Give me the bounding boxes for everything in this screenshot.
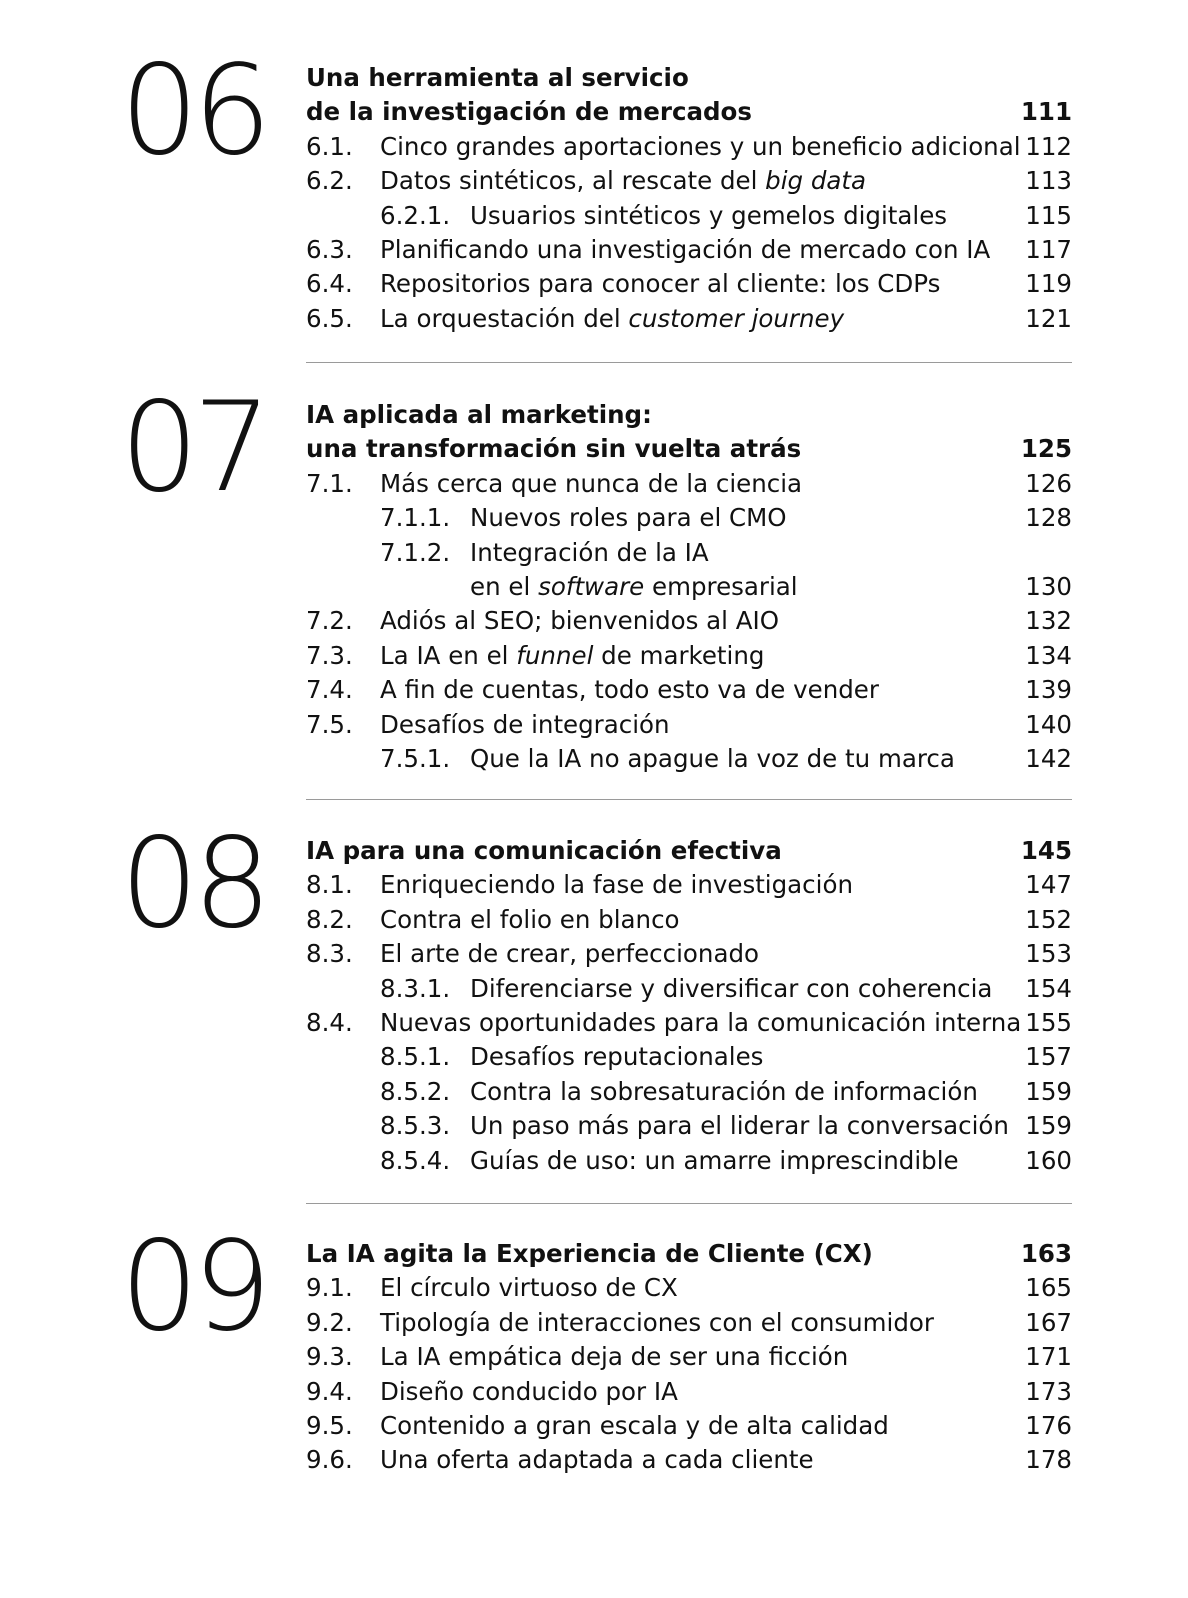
entry-title	[470, 570, 798, 604]
entry-page: 130	[1025, 571, 1072, 601]
entry-title-text: Adiós al SEO; bienvenidos al AIO	[380, 606, 780, 636]
entry-title-text: A fin de cuentas, todo esto va de vender	[380, 675, 879, 705]
entry-number: 8.5.3.	[380, 1111, 451, 1141]
entry-number: 8.4.	[306, 1007, 353, 1037]
entry-number: 7.1.1.	[380, 503, 451, 533]
entry-title-text: Un paso más para el liderar la conversación	[470, 1111, 1009, 1141]
entry-title-text: Más cerca que nunca de la ciencia	[380, 468, 803, 498]
entry-number: 6.2.1.	[380, 200, 451, 230]
entry-number: 8.3.	[306, 939, 353, 969]
toc-entry	[306, 708, 1072, 742]
toc-entry	[306, 903, 1072, 937]
entry-title-text: El círculo virtuoso de CX	[380, 1273, 678, 1303]
entry-page: 154	[1025, 973, 1072, 1003]
entry-title	[380, 1271, 678, 1305]
entry-title	[380, 467, 802, 501]
entry-page: 121	[1025, 303, 1072, 333]
entry-title-text-after: de marketing	[593, 640, 765, 670]
toc-entry	[306, 868, 1072, 902]
toc-entry	[306, 937, 1072, 971]
chapter-entries	[306, 1237, 1072, 1478]
toc-entry	[306, 164, 1072, 198]
entry-title-text: La IA empática deja de ser una ficción	[380, 1342, 849, 1372]
entry-title	[380, 604, 779, 638]
entry-number: 9.3.	[306, 1342, 353, 1372]
chapter-title-text: Una herramienta al servicio	[306, 63, 689, 92]
entry-title-text: Desafíos de integración	[380, 709, 670, 739]
entry-page: 128	[1025, 503, 1072, 533]
chapter-title-text: de la investigación de mercados	[306, 97, 752, 127]
entry-number: 7.1.2.	[380, 537, 451, 567]
chapter-title-line	[306, 1237, 1072, 1271]
entry-page: 140	[1025, 709, 1072, 739]
entry-page: 112	[1025, 131, 1072, 161]
chapter-title-line	[306, 432, 1072, 466]
entry-title-text: Integración de la IA	[470, 537, 709, 567]
toc-entry	[306, 1409, 1072, 1443]
entry-title-text: Tipología de interacciones con el consumidor	[380, 1307, 934, 1337]
entry-page: 160	[1025, 1145, 1072, 1175]
entry-number: 7.2.	[306, 606, 353, 636]
entry-page: 115	[1025, 200, 1072, 230]
entry-page: 117	[1025, 234, 1072, 264]
entry-title-text: en el	[470, 571, 539, 601]
chapter-title-page: 125	[1020, 434, 1072, 464]
entry-number: 9.4.	[306, 1376, 353, 1406]
entry-title	[470, 742, 955, 776]
toc-entry	[306, 267, 1072, 301]
toc-entry	[306, 1271, 1072, 1305]
entry-title-text: Nuevas oportunidades para la comunicación interna	[380, 1007, 1022, 1037]
entry-page: 178	[1025, 1445, 1072, 1475]
chapter-title-text: una transformación sin vuelta atrás	[306, 434, 802, 464]
entry-number: 8.5.4.	[380, 1145, 451, 1175]
toc-entry	[306, 467, 1072, 501]
entry-title	[380, 267, 940, 301]
chapter-title-line	[306, 95, 1072, 129]
chapter-entries	[306, 398, 1072, 776]
chapter-number: 08	[120, 812, 266, 956]
toc-entry	[306, 501, 1072, 535]
entry-number: 7.5.	[306, 709, 353, 739]
entry-title-text: Contra la sobresaturación de información	[470, 1076, 978, 1106]
entry-title-text: Nuevos roles para el CMO	[470, 503, 787, 533]
entry-page: 113	[1025, 166, 1072, 196]
entry-title-text: Planificando una investigación de mercado con IA	[380, 234, 991, 264]
entry-page: 165	[1025, 1273, 1072, 1303]
entry-title-italic: big data	[765, 166, 867, 196]
entry-title-text: La orquestación del	[380, 303, 629, 333]
toc-entry	[306, 1340, 1072, 1374]
entry-page: 142	[1025, 743, 1072, 773]
toc-entry	[306, 673, 1072, 707]
entry-title-text: Cinco grandes aportaciones y un beneficio adicional	[380, 131, 1021, 161]
chapter-title-text: La IA agita la Experiencia de Cliente (CX)	[306, 1239, 873, 1268]
chapter-title-line	[306, 398, 1072, 432]
entry-title	[380, 233, 990, 267]
entry-number: 8.1.	[306, 870, 353, 900]
entry-number: 7.4.	[306, 675, 353, 705]
toc-entry	[306, 972, 1072, 1006]
chapter-title-text: IA para una comunicación efectiva	[306, 836, 782, 865]
toc-entry	[306, 1306, 1072, 1340]
entry-title	[380, 937, 759, 971]
entry-title-text: La IA en el	[380, 640, 517, 670]
toc-entry	[306, 233, 1072, 267]
chapter-number: 09	[120, 1215, 266, 1359]
entry-title	[380, 903, 680, 937]
entry-page: 159	[1025, 1111, 1072, 1141]
entry-title	[380, 1340, 848, 1374]
toc-entry	[306, 1375, 1072, 1409]
entry-number: 7.3.	[306, 640, 353, 670]
entry-number: 6.4.	[306, 269, 353, 299]
entry-title-text: Contenido a gran escala y de alta calidad	[380, 1410, 889, 1440]
entry-number: 7.1.	[306, 468, 353, 498]
toc-entry	[306, 570, 1072, 604]
entry-title-text: El arte de crear, perfeccionado	[380, 939, 759, 969]
chapter-title-line	[306, 61, 1072, 95]
entry-title	[470, 1109, 1009, 1143]
chapter-title-page: 145	[1020, 836, 1072, 865]
entry-title	[470, 1144, 959, 1178]
section-divider	[306, 799, 1072, 800]
entry-title	[380, 1006, 1021, 1040]
entry-title	[380, 1375, 678, 1409]
entry-number: 7.5.1.	[380, 743, 451, 773]
toc-entry	[306, 536, 1072, 570]
entry-title-text: Diferenciarse y diversificar con coherencia	[470, 973, 993, 1003]
entry-title	[380, 639, 764, 673]
entry-title	[380, 1409, 889, 1443]
entry-page: 147	[1025, 870, 1072, 900]
entry-title-text: Enriqueciendo la fase de investigación	[380, 870, 853, 900]
toc-entry	[306, 742, 1072, 776]
entry-title	[380, 1306, 934, 1340]
entry-title-text: Guías de uso: un amarre imprescindible	[470, 1145, 959, 1175]
entry-title-italic: customer journey	[628, 303, 845, 333]
entry-title	[470, 536, 709, 570]
entry-title	[380, 302, 844, 336]
entry-title	[380, 164, 866, 198]
entry-title-text: Contra el folio en blanco	[380, 904, 680, 934]
entry-page: 152	[1025, 904, 1072, 934]
entry-number: 9.5.	[306, 1410, 353, 1440]
entry-number: 6.3.	[306, 234, 353, 264]
entry-page: 155	[1025, 1007, 1072, 1037]
entry-title-text: Usuarios sintéticos y gemelos digitales	[470, 200, 948, 230]
entry-number: 8.2.	[306, 904, 353, 934]
section-divider	[306, 1203, 1072, 1204]
entry-title-italic: funnel	[516, 640, 594, 670]
entry-number: 8.5.2.	[380, 1076, 451, 1106]
entry-title	[380, 673, 879, 707]
toc-entry	[306, 1006, 1072, 1040]
entry-title-text-after: empresarial	[644, 571, 798, 601]
entry-page: 153	[1025, 939, 1072, 969]
entry-title	[380, 708, 670, 742]
entry-title	[380, 1443, 814, 1477]
entry-page: 167	[1025, 1307, 1072, 1337]
chapter-entries	[306, 61, 1072, 336]
entry-title	[380, 868, 853, 902]
chapter-title-line	[306, 834, 1072, 868]
entry-number: 9.1.	[306, 1273, 353, 1303]
toc-entry	[306, 1144, 1072, 1178]
entry-title-text: Repositorios para conocer al cliente: los CDPs	[380, 269, 941, 299]
chapter-title-text: IA aplicada al marketing:	[306, 400, 652, 429]
toc-entry	[306, 1443, 1072, 1477]
entry-number: 9.6.	[306, 1445, 353, 1475]
entry-title	[470, 199, 947, 233]
entry-page: 176	[1025, 1410, 1072, 1440]
entry-title	[470, 1075, 978, 1109]
entry-number: 6.1.	[306, 131, 353, 161]
entry-page: 119	[1025, 269, 1072, 299]
toc-entry	[306, 1075, 1072, 1109]
entry-page: 171	[1025, 1342, 1072, 1372]
toc-entry	[306, 604, 1072, 638]
entry-title-italic: software	[538, 571, 645, 601]
entry-title	[470, 501, 787, 535]
entry-page: 139	[1025, 675, 1072, 705]
entry-title-text: Que la IA no apague la voz de tu marca	[470, 743, 955, 773]
chapter-number: 06	[120, 39, 266, 183]
toc-entry	[306, 302, 1072, 336]
toc-entry	[306, 199, 1072, 233]
chapter-title-page: 111	[1020, 97, 1072, 127]
entry-number: 9.2.	[306, 1307, 353, 1337]
chapter-entries	[306, 834, 1072, 1178]
entry-title-text: Una oferta adaptada a cada cliente	[380, 1445, 814, 1475]
entry-title-text: Diseño conducido por IA	[380, 1376, 678, 1406]
entry-title	[470, 1040, 763, 1074]
chapter-number: 07	[120, 376, 266, 520]
entry-number: 8.5.1.	[380, 1042, 451, 1072]
entry-page: 134	[1025, 640, 1072, 670]
section-divider	[306, 362, 1072, 363]
entry-page: 126	[1025, 468, 1072, 498]
entry-title	[380, 130, 1021, 164]
entry-title-text: Desafíos reputacionales	[470, 1042, 764, 1072]
entry-page: 159	[1025, 1076, 1072, 1106]
entry-page: 157	[1025, 1042, 1072, 1072]
chapter-title-page: 163	[1020, 1239, 1072, 1268]
entry-page: 173	[1025, 1376, 1072, 1406]
entry-title	[470, 972, 992, 1006]
entry-title-text: Datos sintéticos, al rescate del	[380, 166, 766, 196]
entry-number: 6.2.	[306, 166, 353, 196]
entry-number: 8.3.1.	[380, 973, 451, 1003]
toc-entry	[306, 639, 1072, 673]
entry-number: 6.5.	[306, 303, 353, 333]
toc-entry	[306, 130, 1072, 164]
toc-entry	[306, 1040, 1072, 1074]
toc-entry	[306, 1109, 1072, 1143]
entry-page: 132	[1025, 606, 1072, 636]
